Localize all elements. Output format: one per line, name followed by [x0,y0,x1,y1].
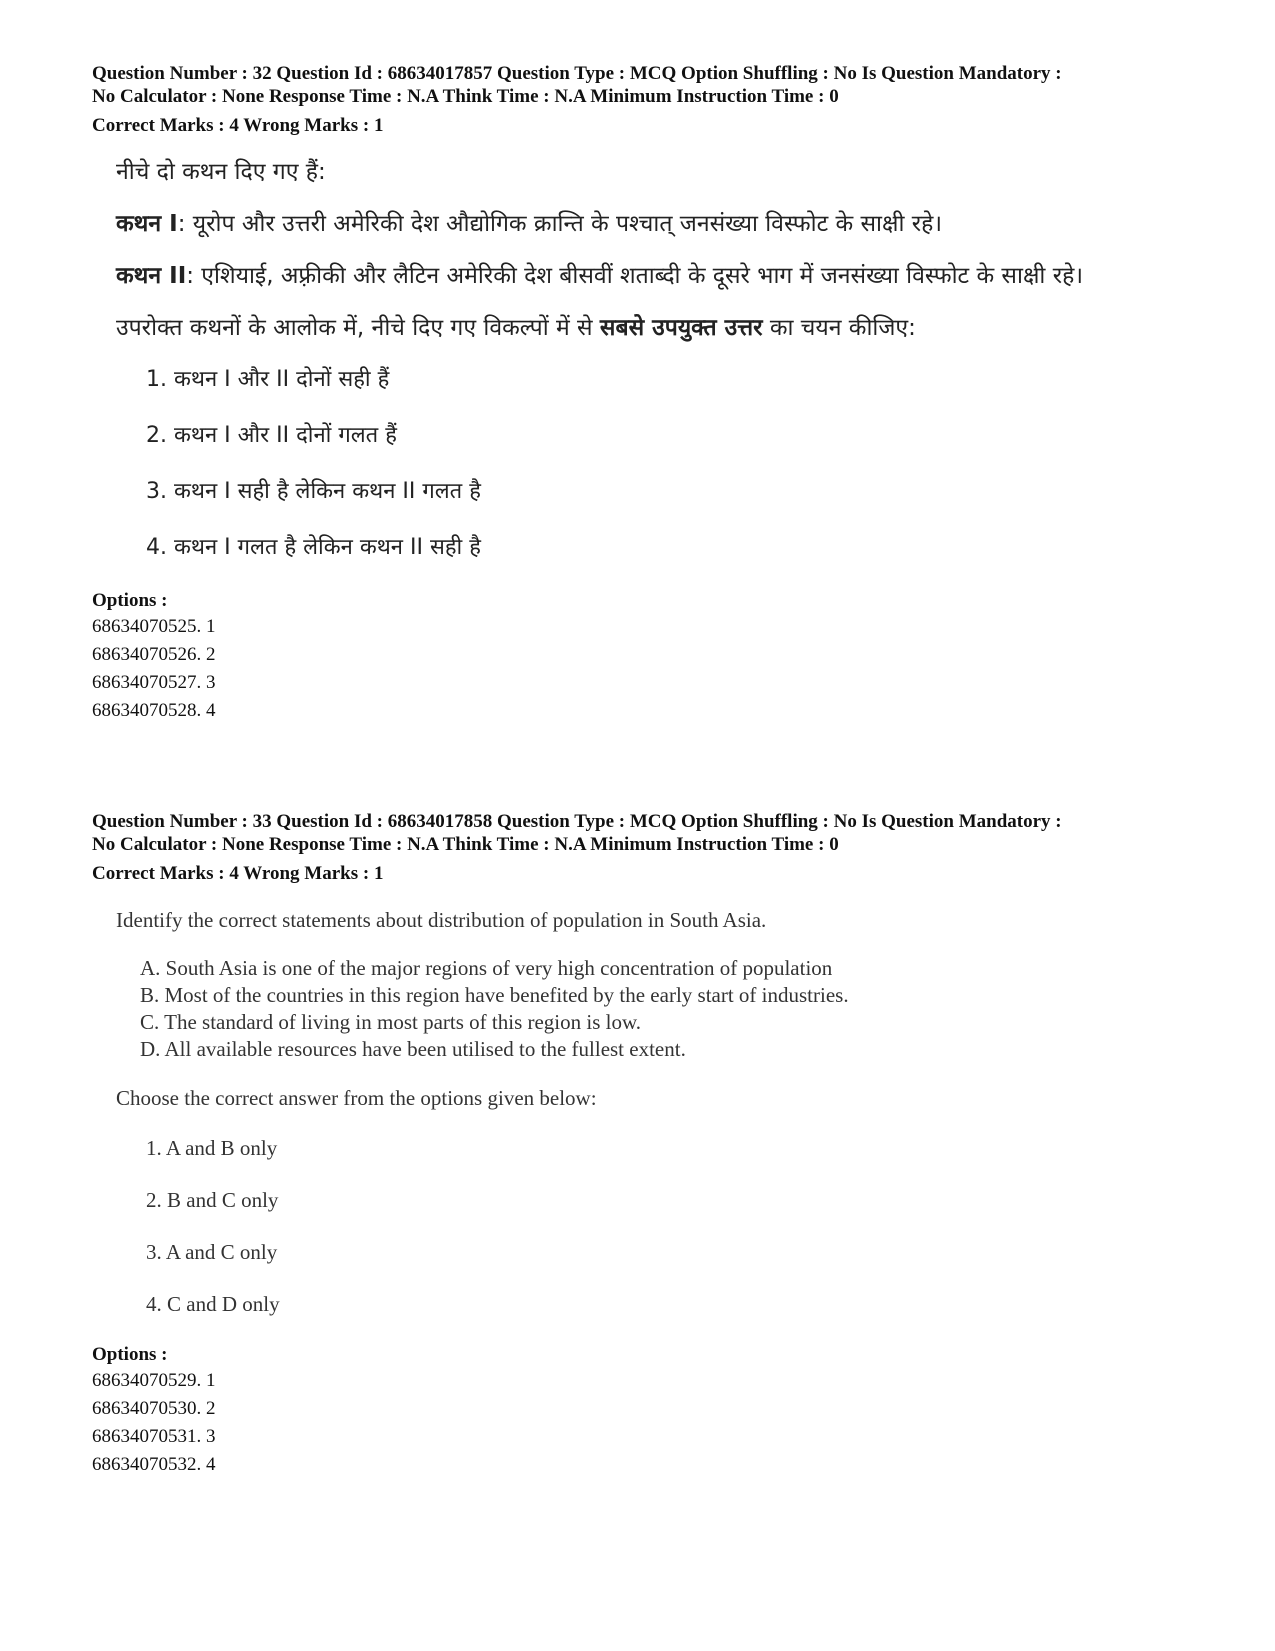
choice-3: 3. A and C only [146,1240,278,1264]
question-stem: नीचे दो कथन दिए गए हैं: [116,159,326,185]
options-list [92,1367,1192,1479]
statement-c: C. The standard of living in most parts of this region is low. [140,1010,642,1034]
choice-3: 3. कथन I सही है लेकिन कथन II गलत है [146,479,481,504]
question-stem: Identify the correct statements about distribution of population in South Asia. [116,908,767,932]
instruction-text: उपरोक्त कथनों के आलोक में, नीचे दिए गए विकल्पों में से [116,315,600,341]
statement-b: B. Most of the countries in this region have benefited by the early start of industries. [140,983,849,1007]
choice-2: 2. B and C only [146,1188,279,1212]
statement-a: A. South Asia is one of the major regions of very high concentration of population [140,956,833,980]
choice-1: 1. A and B only [146,1136,278,1160]
choice-1: 1. कथन I और II दोनों सही हैं [146,367,390,392]
option-row: 68634070529. 1 [92,1370,216,1391]
statement-2 [116,261,1192,291]
statement-2-label: कथन II [116,263,187,289]
question-marks: Correct Marks : 4 Wrong Marks : 1 [92,115,384,136]
question-body [116,157,1192,563]
instruction-text-end: का चयन कीजिए: [762,315,916,341]
question-33 [92,810,1192,1479]
option-row: 68634070532. 4 [92,1454,216,1475]
option-row: 68634070526. 2 [92,644,216,665]
statement-list [116,955,1192,1063]
question-meta-line2: No Calculator : None Response Time : N.A Think Time : N.A Minimum Instruction Time : 0 [92,86,839,107]
question-instruction: Choose the correct answer from the options given below: [116,1086,597,1110]
options-section [92,1343,1192,1479]
options-title: Options : [92,1344,168,1365]
choice-4: 4. C and D only [146,1292,280,1316]
question-marks: Correct Marks : 4 Wrong Marks : 1 [92,863,384,884]
statement-1-text: : यूरोप और उत्तरी अमेरिकी देश औद्योगिक क्रान्ति के पश्चात् जनसंख्या विस्फोट के साक्षी रहे। [177,211,943,237]
options-title: Options : [92,590,168,611]
question-meta-line1: Question Number : 33 Question Id : 68634017858 Question Type : MCQ Option Shuffling : No Is Question Mandatory : [92,811,1062,832]
choice-2: 2. कथन I और II दोनों गलत हैं [146,423,397,448]
option-row: 68634070530. 2 [92,1398,216,1419]
question-meta-line1: Question Number : 32 Question Id : 68634017857 Question Type : MCQ Option Shuffling : No Is Question Mandatory : [92,63,1062,84]
statement-2-text: : एशियाई, अफ़्रीकी और लैटिन अमेरिकी देश बीसवीं शताब्दी के दूसरे भाग में जनसंख्या विस्फोट के साक्षी रहे। [186,263,1084,289]
question-meta-line2: No Calculator : None Response Time : N.A Think Time : N.A Minimum Instruction Time : 0 [92,834,839,855]
option-row: 68634070527. 3 [92,672,216,693]
options-section [92,589,1192,725]
statement-d: D. All available resources have been utilised to the fullest extent. [140,1037,686,1061]
instruction-emphasis: सबसे उपयुक्त उत्तर [599,315,763,341]
question-instruction [116,313,1192,343]
options-list [92,613,1192,725]
option-row: 68634070525. 1 [92,616,216,637]
question-32 [92,62,1192,725]
statement-1-label: कथन I [116,211,178,237]
choice-4: 4. कथन I गलत है लेकिन कथन II सही है [146,535,481,560]
question-body [116,907,1192,1317]
statement-1 [116,209,1192,239]
option-row: 68634070531. 3 [92,1426,216,1447]
option-row: 68634070528. 4 [92,700,216,721]
